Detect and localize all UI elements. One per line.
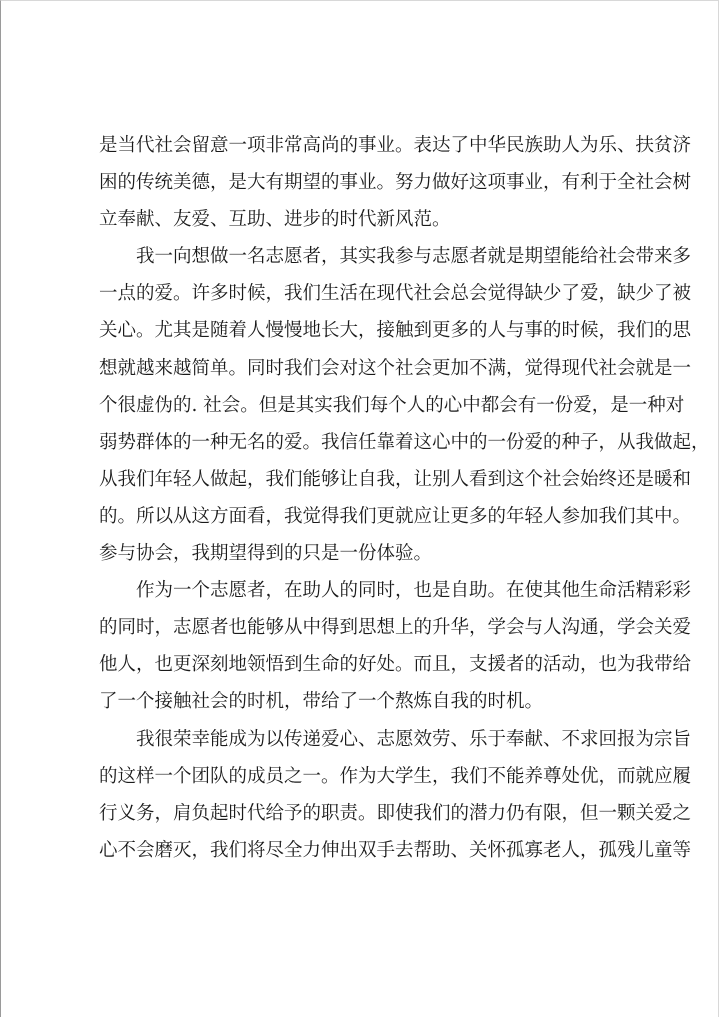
text-line: 立奉献、友爱、互助、进步的时代新风范。 <box>99 209 451 231</box>
text-line: 从我们年轻人做起，我们能够让自我，让别人看到这个社会始终还是暖和 <box>99 468 692 490</box>
text-line: 行义务，肩负起时代给予的职责。即使我们的潜力仍有限，但一颗关爱之 <box>99 802 692 824</box>
text-line: 的这样一个团队的成员之一。作为大学生，我们不能养尊处优，而就应履 <box>99 765 692 787</box>
paragraph-4 <box>99 721 692 869</box>
text-line: 关心。尤其是随着人慢慢地长大，接触到更多的人与事的时候，我们的思 <box>99 320 692 342</box>
text-line: 参与协会，我期望得到的只是一份体验。 <box>99 543 433 565</box>
document-body <box>99 127 710 869</box>
text-line: 困的传统美德，是大有期望的事业。努力做好这项事业，有利于全社会树 <box>99 172 692 194</box>
text-line: 心不会磨灭，我们将尽全力伸出双手去帮助、关怀孤寡老人，孤残儿童等 <box>99 839 692 861</box>
text-line: 一点的爱。许多时候，我们生活在现代社会总会觉得缺少了爱，缺少了被 <box>99 283 692 305</box>
text-line: 的。所以从这方面看，我觉得我们更就应让更多的年轻人参加我们其中。 <box>99 505 692 527</box>
text-line: 我很荣幸能成为以传递爱心、志愿效劳、乐于奉献、不求回报为宗旨 <box>136 728 692 750</box>
text-line: 他人，也更深刻地领悟到生命的好处。而且，支援者的活动，也为我带给 <box>99 654 692 676</box>
paragraph-3 <box>99 572 692 720</box>
paragraph-2 <box>99 238 710 572</box>
text-line: 了一个接触社会的时机，带给了一个熬炼自我的时机。 <box>99 691 544 713</box>
text-line: 的同时，志愿者也能够从中得到思想上的升华，学会与人沟通，学会关爱 <box>99 617 692 639</box>
text-line: 个很虚伪的. 社会。但是其实我们每个人的心中都会有一份爱，是一种对 <box>99 394 685 416</box>
text-line: 是当代社会留意一项非常高尚的事业。表达了中华民族助人为乐、扶贫济 <box>99 135 692 156</box>
text-line: 我一向想做一名志愿者，其实我参与志愿者就是期望能给社会带来多 <box>136 246 692 268</box>
text-line: 作为一个志愿者，在助人的同时，也是自助。在使其他生命活精彩彩 <box>136 580 692 602</box>
text-line: 想就越来越简单。同时我们会对这个社会更加不满，觉得现代社会就是一 <box>99 357 692 379</box>
text-line: 弱势群体的一种无名的爱。我信任靠着这心中的一份爱的种子，从我做起， <box>99 431 710 453</box>
paragraph-1 <box>99 127 692 238</box>
